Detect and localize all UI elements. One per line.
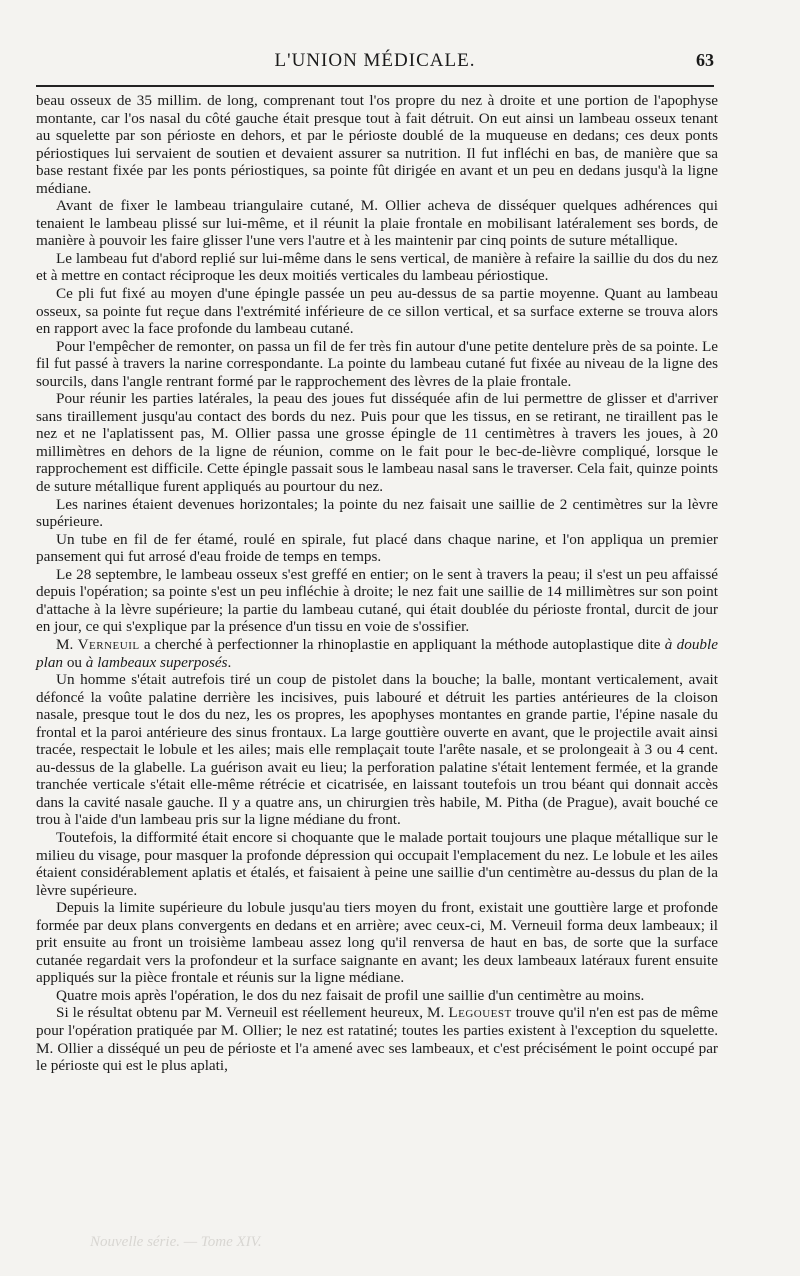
- page-footer: Nouvelle série. — Tome XIV.: [90, 1234, 262, 1250]
- text-run: Si le résultat obtenu par M. Verneuil est réellement heureux, M.: [56, 1004, 449, 1022]
- author-name: Legouest: [448, 1004, 512, 1022]
- page-header: [36, 50, 714, 76]
- text-run: ou: [63, 653, 86, 671]
- text-run: a cherché à perfectionner la rhinoplastie en appliquant la méthode autoplastique dite: [139, 635, 665, 653]
- paragraph: Un tube en fil de fer étamé, roulé en spirale, fut placé dans chaque narine, et l'on appliqua un premier pansement qui fut arrosé d'eau froide de temps en temps.: [36, 530, 718, 566]
- page-number: 63: [696, 50, 714, 70]
- paragraph: Avant de fixer le lambeau triangulaire cutané, M. Ollier acheva de disséquer quelques adhérences qui tenaient le lambeau plissé sur lui-même, et il réunit la plaie frontale en mobilisant latéralement ses bords, de manière à pouvoir les faire glisser l'une vers l'autre et à les maintenir par cinq points de suture métallique.: [36, 197, 718, 250]
- paragraph: Quatre mois après l'opération, le dos du nez faisait de profil une saillie d'un centimètre au moins.: [56, 986, 645, 1004]
- text-run: .: [227, 653, 232, 671]
- italic-term: à lambeaux superposés: [85, 653, 228, 671]
- running-title: L'UNION MÉDICALE.: [274, 50, 476, 71]
- paragraph: Le 28 septembre, le lambeau osseux s'est greffé en entier; on le sent à travers la peau; il s'est un peu affaissé depuis l'opération; sa pointe s'est un peu infléchie à droite; le nez fait une saillie de 14 millimètres sur son point d'attache à la lèvre supérieure; la partie du lambeau cutané, qui était doublée du périoste frontal, durcit de jour en jour, ce qui s'explique par la présence d'un tissu en voie de s'ossifier.: [36, 565, 718, 636]
- paragraph-verneuil: [36, 636, 718, 671]
- italic-term: à double plan: [36, 635, 718, 671]
- text-run: trouve qu'il n'en est pas de même pour l'opération pratiquée par M. Ollier; le nez est ratatiné; toutes les parties existent à l'exception du squelette. M. Ollier a disséqué un peu de périoste et l'a amené avec ses lambeaux, et c'est précisément le point occupé par le périoste qui est le plus aplati,: [36, 1004, 718, 1075]
- paragraph: beau osseux de 35 millim. de long, comprenant tout l'os propre du nez à droite et une portion de l'apophyse montante, car l'os nasal du côté gauche était presque tout à fait détruit. On eut ainsi un lambeau osseux tenant au squelette par son périoste en dehors, et par le périoste doublé de la muqueuse en dedans; ces deux ponts périostiques lui servaient de soutien et devaient assurer sa nutrition. Il fut infléchi en bas, de manière que sa base restant fixée par les ponts périostiques, sa pointe fût dirigée en avant et un peu en dedans jusqu'à la ligne médiane.: [36, 92, 718, 197]
- paragraph: Le lambeau fut d'abord replié sur lui-même dans le sens vertical, de manière à refaire la saillie du dos du nez et à mettre en contact réciproque les deux moitiés verticales du lambeau périostique.: [36, 249, 718, 285]
- header-rule: [36, 85, 714, 87]
- paragraph: Un homme s'était autrefois tiré un coup de pistolet dans la bouche; la balle, montant verticalement, avait défoncé la voûte palatine derrière les incisives, puis labouré et détruit les parties antérieures de la cloison nasale, presque tout le dos du nez, les os propres, les apophyses montantes en grande partie, l'épine nasale du frontal et la paroi antérieure des sinus frontaux. La large gouttière ouverte en avant, que le projectile avait ainsi tracée, respectait le lobule et les ailes; mais elle remplaçait toute l'arête nasale, et se prolongeait à 3 ou 4 cent. au-dessus de la glabelle. La guérison avait eu lieu; la perforation palatine s'était lentement fermée, et la grande tranchée verticale s'était elle-même rétrécie et cicatrisée, en laissant toutefois un trou béant qui donnait accès dans la cavité nasale gauche. Il y a quatre ans, un chirurgien très habile, M. Pitha (de Prague), avait bouché ce trou à l'aide d'un lambeau pris sur la ligne médiane du front.: [36, 671, 718, 829]
- text-run: M.: [56, 635, 78, 653]
- article-body: [36, 92, 718, 1075]
- paragraph: Les narines étaient devenues horizontales; la pointe du nez faisait une saillie de 2 centimètres sur la lèvre supérieure.: [36, 495, 718, 531]
- paragraph: Pour réunir les parties latérales, la peau des joues fut disséquée afin de lui permettre de glisser et d'arriver sans tiraillement jusqu'au contact des bords du nez. Puis pour que les tissus, en se retirant, ne tiraillent pas le nez et ne l'aplatissent pas, M. Ollier passa une grosse épingle de 11 centimètres à travers les joues, à 20 millimètres en dehors de la ligne de réunion, comme on le fait pour le bec-de-lièvre compliqué, lorsque le rapprochement est difficile. Cette épingle passait sous le lambeau nasal sans le traverser. Cela fait, quinze points de suture métallique furent appliqués au pourtour du nez.: [36, 390, 718, 496]
- paragraph: Depuis la limite supérieure du lobule jusqu'au tiers moyen du front, existait une gouttière large et profonde formée par deux plans convergents en dedans et en arrière; avec ceux-ci, M. Verneuil forma deux lambeaux; il prit ensuite au front un troisième lambeau assez long qu'il renversa de haut en bas, de sorte que la surface cutanée regardait vers la profondeur et la surface saignante en avant; les deux lambeaux latéraux furent ensuite appliqués sur la pièce frontale et réunis sur la ligne médiane.: [36, 899, 718, 987]
- paragraph: Ce pli fut fixé au moyen d'une épingle passée un peu au-dessus de sa partie moyenne. Quant au lambeau osseux, sa pointe fut reçue dans l'extrémité inférieure de ce sillon vertical, et sa surface externe se trouva alors en rapport avec la face profonde du lambeau cutané.: [36, 285, 718, 338]
- author-name: Verneuil: [77, 635, 140, 653]
- paragraph: Toutefois, la difformité était encore si choquante que le malade portait toujours une plaque métallique sur le milieu du visage, pour masquer la profonde dépression qui occupait l'emplacement du nez. Le lobule et les ailes étaient considérablement aplatis et étalés, et faisaient à peine une saillie d'un centimètre au-dessus du plan de la lèvre supérieure.: [36, 828, 718, 899]
- paragraph-legouest: [36, 1004, 718, 1074]
- paragraph: Pour l'empêcher de remonter, on passa un fil de fer très fin autour d'une petite dentelure près de sa pointe. Le fil fut passé à travers la narine correspondante. La pointe du lambeau cutané fut fixée au niveau de la ligne des sourcils, dans l'angle rentrant formé par le rapprochement des lèvres de la plaie frontale.: [36, 337, 718, 390]
